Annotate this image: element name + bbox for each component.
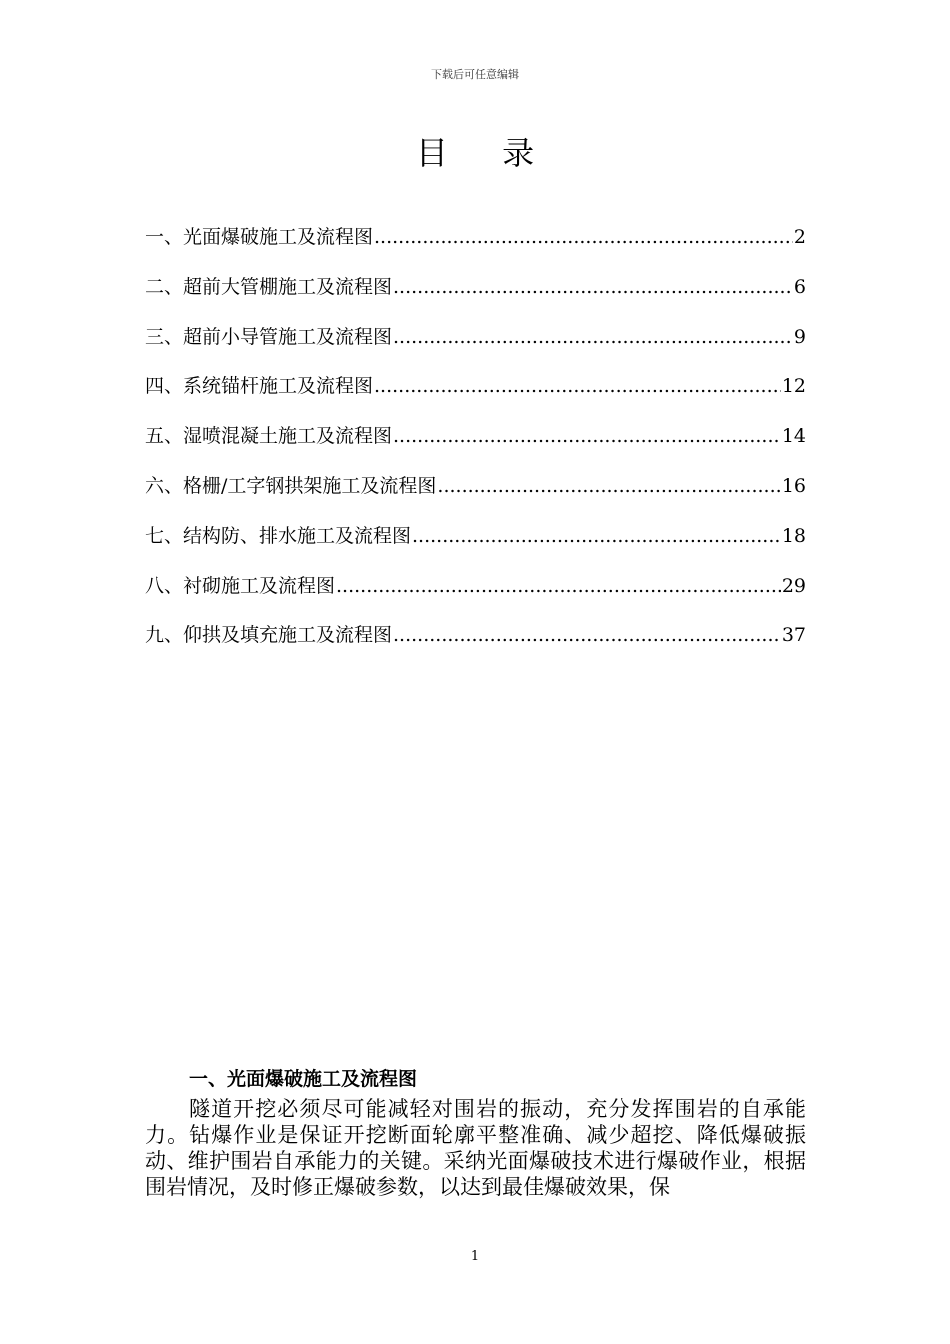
toc-entry-9[interactable] [145,620,806,670]
toc-entry-page: 29 [781,574,806,597]
toc-entry-label: 九、仰拱及填充施工及流程图 [145,624,393,647]
toc-dot-leader [393,425,781,447]
toc-entry-2[interactable] [145,272,806,322]
toc-dot-leader [412,525,781,547]
page-number: 1 [470,1249,480,1264]
toc-entry-label: 七、结构防、排水施工及流程图 [145,524,412,547]
toc-dot-leader [437,475,780,497]
toc-title: 目 录 [415,134,557,172]
toc-entry-page: 9 [793,325,806,348]
toc-entry-page: 18 [781,524,806,547]
toc-entry-label: 一、光面爆破施工及流程图 [145,226,374,248]
section-heading: 一、光面爆破施工及流程图 [189,1068,418,1090]
toc-dot-leader [393,624,781,646]
toc-entry-1[interactable] [145,222,806,272]
toc-entry-page: 6 [793,275,806,298]
toc-entry-label: 五、湿喷混凝土施工及流程图 [145,425,393,448]
toc-dot-leader [374,226,793,248]
toc-entry-label: 八、衬砌施工及流程图 [145,574,336,597]
toc-entry-3[interactable] [145,322,806,372]
toc-entry-label: 六、格栅/工字钢拱架施工及流程图 [145,474,437,497]
toc-entry-7[interactable] [145,521,806,571]
toc-entry-page: 14 [781,425,806,448]
toc-entry-label: 四、系统锚杆施工及流程图 [145,375,374,398]
toc-entry-label: 二、超前大管棚施工及流程图 [145,275,393,298]
toc-entry-page: 2 [793,226,806,248]
body-paragraph: 隧道开挖必须尽可能减轻对围岩的振动，充分发挥围岩的自承能力。钻爆作业是保证开挖断面轮廓平整准确、减少超挖、降低爆破振动、维护围岩自承能力的关键。采纳光面爆破技术进行爆破作业，根据围岩情况，及时修正爆破参数，以达到最佳爆破效果，保 [145,1097,806,1199]
toc-entry-page: 12 [781,375,806,398]
toc-entry-8[interactable] [145,571,806,621]
toc-dot-leader [374,375,781,397]
table-of-contents [145,222,806,670]
toc-entry-label: 三、超前小导管施工及流程图 [145,325,393,348]
toc-dot-leader [393,326,793,348]
toc-dot-leader [393,276,793,298]
toc-entry-4[interactable] [145,371,806,421]
toc-entry-page: 16 [781,474,806,497]
toc-entry-page: 37 [781,624,806,647]
toc-entry-5[interactable] [145,421,806,471]
toc-dot-leader [336,575,781,597]
toc-entry-6[interactable] [145,471,806,521]
header-note: 下载后可任意编辑 [431,68,519,81]
